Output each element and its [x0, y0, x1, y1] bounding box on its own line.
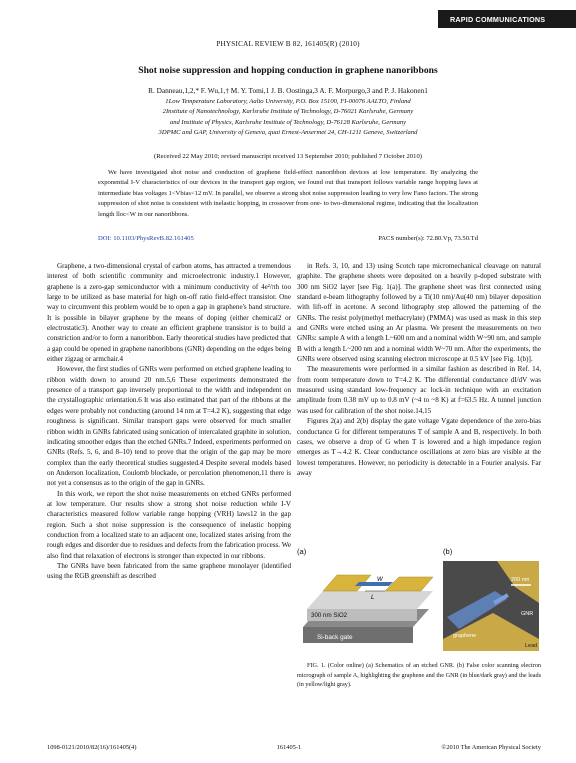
paragraph: Figures 2(a) and 2(b) display the gate voltage Vgate dependence of the zero-bias conductance G for different temperatures T of sample A and B, respectively. In both cases, we observe a drop of G when T is lowered and a high impedance region emerges as T→4.2 K. Clear conductance oscillations at zero bias are visible at the lowest temperatures. However, no periodicity is detectable in a Fourier analysis. Far away	[297, 417, 541, 477]
gnr-ribbon	[355, 582, 393, 586]
paragraph: In this work, we report the shot noise measurements on etched GNRs performed at low temperature. Our results show a strong shot noise reduction while I-V characteristics measured follow variable range hopping (VRH) laws12 in the gap region. Such a shot noise suppression is the consequence of inelastic hopping conduction from a localized state to an adjacent one, localized states arising from the rough edges and disorder due to residues and defects from the fabrication process. We also find that relaxation of electrons is stronger than expected in our ribbons.	[47, 489, 291, 560]
affiliations	[30, 97, 546, 139]
paragraph: However, the first studies of GNRs were performed on etched graphene leading to ribbon width down to around 20 nm.5,6 These experiments demonstrated the presence of a transport gap inversely proportional to the width and independent on the crystallographic orientation.6 It was also estimated that part of the ribbons at the edges were probably not conducting (around 14 nm at T=4.2 K), suggesting that edge roughness is significant. Similar transport gaps were observed for much smaller ribbon width in GNRs fabricated using sonication of intercalated graphite in solution, indicating smoother edges than the etched GNRs.7 Indeed, experiments performed on GNRs (Refs. 5, 6, and 8–10) tend to prove that the origin of the gap may be more complex than the early theoretical studies suggested.4 Despite several models based on Anderson localization, Coulomb blockade, or percolation phenomenon,11 there is not yet a consensus as to the origin of the gap in GNRs.	[47, 365, 291, 488]
panel-a-schematic	[297, 547, 541, 655]
lead-right	[385, 577, 433, 591]
footer-page: 161405-1	[276, 744, 302, 751]
affiliation-1: 1Low Temperature Laboratory, Aalto University, P.O. Box 15100, FI-00076 AALTO, Finland	[165, 98, 411, 105]
label-graphene: graphene	[453, 633, 477, 639]
label-oxide: 300 nm SiO2	[311, 612, 348, 619]
footer-copyright: ©2010 The American Physical Society	[441, 744, 541, 751]
panel-b-label: (b)	[443, 547, 453, 556]
label-gnr: GNR	[521, 611, 534, 617]
label-lead: Lead	[525, 643, 538, 649]
right-column	[297, 261, 541, 478]
page-footer	[47, 744, 541, 751]
oxide-layer	[307, 591, 433, 609]
paragraph: The measurements were performed in a similar fashion as described in Ref. 14, from room temperature down to T=4.2 K. The differential conductance dI/dV was measured using standard low-frequency ac lock-in technique with an excitation amplitude from 0.38 mV up to 0.8 mV (~4 to ~8 K) at f=63.5 Hz. A tunnel junction was used for calibration of the shot noise.14,15	[297, 365, 541, 415]
paragraph: Graphene, a two-dimensional crystal of carbon atoms, has attracted a tremendous interest of both scientific community and microelectronic industry.1 However, graphene is a zero-gap semiconductor with a minimum conductivity of 4e²/πh too large to be utilized as base material for high on-off ratio field-effect transistor. One way to circumvent this problem would be to open a gap in graphene's band structure. It is possible in bilayer graphene by the means of doping (either chemical2 or electrostatic3). Another way to create an efficient graphene transistor is to build a constriction and/or to form a nanoribbon. Early theoretical studies have predicted that a gap could be opened in graphene nanoribbons (GNR) depending on the edges being either zigzag or armchair.4	[47, 262, 291, 364]
journal-line: PHYSICAL REVIEW B 82, 161405(R) (2010)	[216, 40, 360, 48]
panel-a-label: (a)	[297, 547, 307, 556]
figure-caption: FIG. 1. (Color online) (a) Schematics of an etched GNR. (b) False color scanning electron micrograph of sample A, highlighting the graphene and the GNR (in blue/dark gray) and the leads (in yellow/light gray).	[297, 662, 541, 689]
authors: R. Danneau,1,2,* F. Wu,1,† M. Y. Tomi,1 J. B. Oostinga,3 A. F. Morpurgo,3 and P. J. Hakonen1	[148, 86, 428, 95]
figure-1	[297, 547, 541, 655]
label-scalebar: 200 nm	[511, 577, 530, 583]
affiliation-3: 3DPMC and GAP, University of Geneva, quai Ernest-Ansermet 24, CH-1211 Geneve, Switzerland	[158, 129, 418, 137]
paragraph: The GNRs have been fabricated from the same graphene monolayer (identified using the RGB greenshift as described	[47, 561, 291, 581]
label-l: L	[371, 595, 375, 601]
affiliation-2b: and Institute of Physics, Karlsruhe Institute of Technology, D-76128 Karlsruhe, Germany	[169, 118, 407, 126]
left-column	[47, 261, 291, 582]
label-w: W	[377, 577, 383, 583]
paper-title: Shot noise suppression and hopping conduction in graphene nanoribbons	[138, 65, 438, 76]
footer-issn: 1098-0121/2010/82(16)/161405(4)	[47, 744, 137, 751]
doi-pacs-line	[98, 235, 478, 242]
paragraph: in Refs. 3, 10, and 13) using Scotch tape micromechanical cleavage on natural graphite. The graphene sheets were deposited on a heavily p-doped substrate with 300 nm SiO2 layer [see Fig. 1(a)]. The graphene sheet was first connected using standard e-beam lithography followed by a Ti(10 nm)/Au(40 nm) bilayer deposition with lift-off in acetone. A second lithography step allowed the patterning of the GNRs. The resist poly(methyl methacrylate) (PMMA) was used as mask in this step and GNRs were etched using an Ar plasma. We present the measurements on two GNRs: sample A with a length L~600 nm and a nominal width W~90 nm, and sample B with a length L~200 nm and a nominal width W~70 nm. After the experiments, the GNRs were observed using scanning electron microscope at 0.5 kV [see Fig. 1(b)].	[297, 262, 541, 364]
received-dates: (Received 22 May 2010; revised manuscript received 13 September 2010; published 7 October 2010)	[154, 153, 422, 160]
abstract: We have investigated shot noise and conduction of graphene field-effect nanoribbon devices at low temperature. By analyzing the exponential I-V characteristics of our devices in the transport gap region, we found out that transport follows variable range hopping laws at intermediate bias voltages 1<Vbias<12 mV. In parallel, we observe a strong shot noise suppression leading to very low Fano factors. The strong suppression of shot noise is consistent with inelastic hopping, in crossover from one- to two-dimensional regime, indicating that the localization length lloc<W in our nanoribbons.	[98, 169, 478, 218]
doi-link[interactable]: DOI: 10.1103/PhysRevB.82.161405	[98, 235, 194, 242]
affiliation-2: 2Institute of Nanotechnology, Karlsruhe Institute of Technology, D-76021 Karlsruhe, Germany	[162, 108, 414, 116]
pacs-numbers: PACS number(s): 72.80.Vp, 73.50.Td	[378, 235, 478, 242]
label-backgate: Si-back gate	[317, 634, 353, 641]
section-label: RAPID COMMUNICATIONS	[438, 10, 576, 28]
